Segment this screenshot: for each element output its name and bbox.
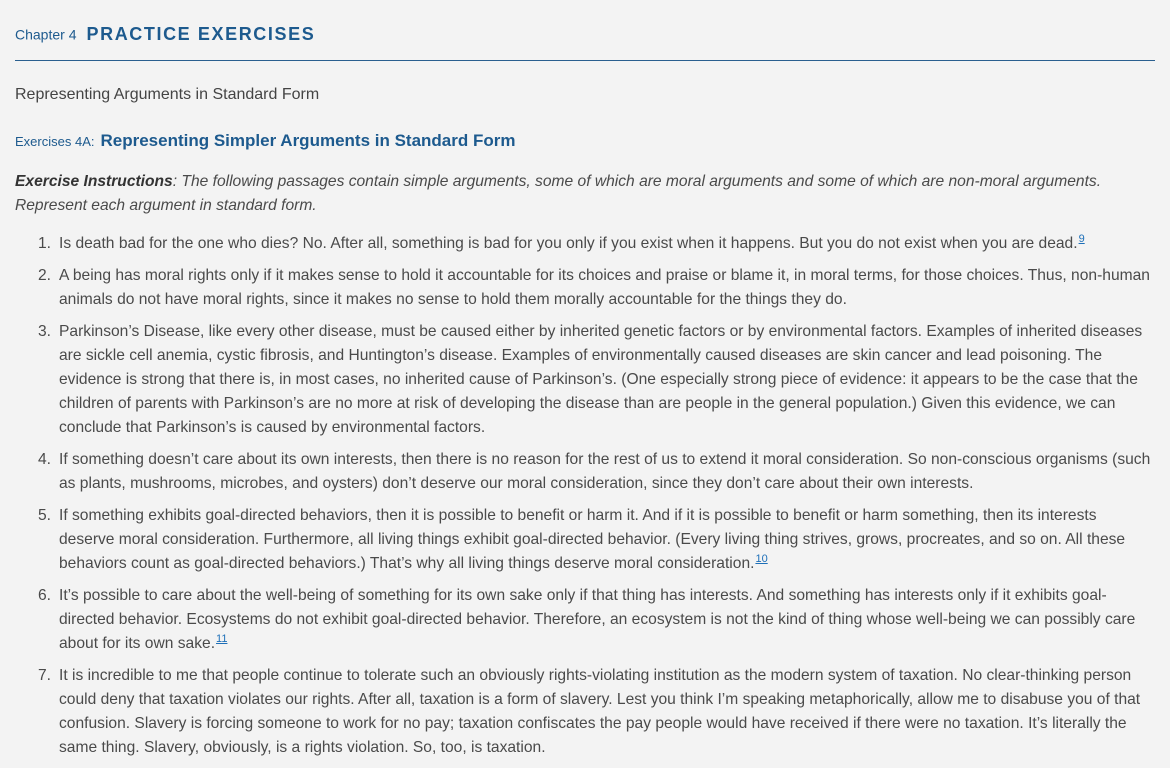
footnote-link[interactable]: 10 <box>755 553 768 565</box>
exercise-item <box>0 232 1170 256</box>
footnote-link[interactable]: 9 <box>1078 233 1085 245</box>
exercise-text: If something exhibits goal-directed behaviors, then it is possible to benefit or harm it. And if it is possible to benefit or harm something, then its interests deserve moral consideration. Furthermore, all living things exhibit goal-directed behavior. (Every living thing strives, grows, procreates, and so on. All these behaviors count as goal-directed behaviors.) That’s why all living things deserve moral consideration. <box>59 507 1126 572</box>
chapter-header <box>15 24 315 45</box>
exercise-set-header <box>15 131 515 151</box>
instructions-label: Exercise Instructions <box>15 173 173 190</box>
exercise-text: Parkinson’s Disease, like every other disease, must be caused either by inherited genetic factors or by environmental factors. Examples of inherited diseases are sickle cell anemia, cystic fibrosis, and Huntington’s disease. Examples of environmentally caused diseases are skin cancer and lead poisoning. The evidence is strong that there is, in most cases, no inherited cause of Parkinson’s. (One especially strong piece of evidence: it appears to be the case that the children of parents with Parkinson’s are no more at risk of developing the disease than are people in the general population.) Given this evidence, we can conclude that Parkinson’s is caused by environmental factors. <box>59 323 1143 436</box>
exercise-set-label: Exercises 4A: <box>15 134 95 149</box>
exercise-item <box>0 264 1170 312</box>
chapter-title: PRACTICE EXERCISES <box>86 24 316 44</box>
exercise-text: A being has moral rights only if it makes sense to hold it accountable for its choices and praise or blame it, in moral terms, for those choices. Thus, non-human animals do not have moral rights, since it makes no sense to hold them morally accountable for the things they do. <box>59 267 1150 308</box>
section-title: Representing Arguments in Standard Form <box>15 86 320 103</box>
exercise-number: 3. <box>38 323 52 340</box>
exercise-number: 7. <box>38 667 52 684</box>
exercise-text: It is incredible to me that people continue to tolerate such an obviously rights-violating institution as the modern system of taxation. No clear-thinking person could deny that taxation violates our rights. After all, taxation is a form of slavery. Lest you think I’m speaking metaphorically, allow me to disabuse you of that confusion. Slavery is forcing someone to work for no pay; taxation confiscates the pay people would have received if there were no taxation. It’s literally the same thing. Slavery, obviously, is a rights violation. So, too, is taxation. <box>59 667 1141 756</box>
exercise-number: 2. <box>38 267 52 284</box>
chapter-label: Chapter 4 <box>15 26 77 43</box>
exercise-text: It’s possible to care about the well-being of something for its own sake only if that thing has interests. And something has interests only if it exhibits goal-directed behavior. Ecosystems do not exhibit goal-directed behavior. Therefore, an ecosystem is not the kind of thing whose well-being we can possibly care about for its own sake. <box>59 587 1136 652</box>
exercise-set-title: Representing Simpler Arguments in Standard Form <box>100 131 516 150</box>
exercise-instructions <box>15 170 1155 218</box>
exercise-number: 6. <box>38 587 52 604</box>
exercise-text: If something doesn’t care about its own interests, then there is no reason for the rest of us to extend it moral consideration. So non-conscious organisms (such as plants, mushrooms, microbes, and oysters) don’t deserve our moral consideration, since they don’t care about their own interests. <box>59 451 1151 492</box>
exercise-item <box>0 584 1170 656</box>
exercise-text: Is death bad for the one who dies? No. After all, something is bad for you only if you exist when it happens. But you do not exist when you are dead. <box>59 235 1078 252</box>
footnote-link[interactable]: 11 <box>216 633 228 645</box>
exercise-item <box>0 448 1170 496</box>
exercise-list <box>0 232 1170 768</box>
instructions-text: : The following passages contain simple arguments, some of which are moral arguments and some of which are non-moral arguments. Represent each argument in standard form. <box>15 173 1102 214</box>
header-divider <box>15 60 1155 61</box>
exercise-item <box>0 320 1170 440</box>
exercise-item <box>0 504 1170 576</box>
exercise-number: 5. <box>38 507 52 524</box>
exercise-item <box>0 664 1170 760</box>
exercise-number: 4. <box>38 451 52 468</box>
exercise-number: 1. <box>38 235 52 252</box>
